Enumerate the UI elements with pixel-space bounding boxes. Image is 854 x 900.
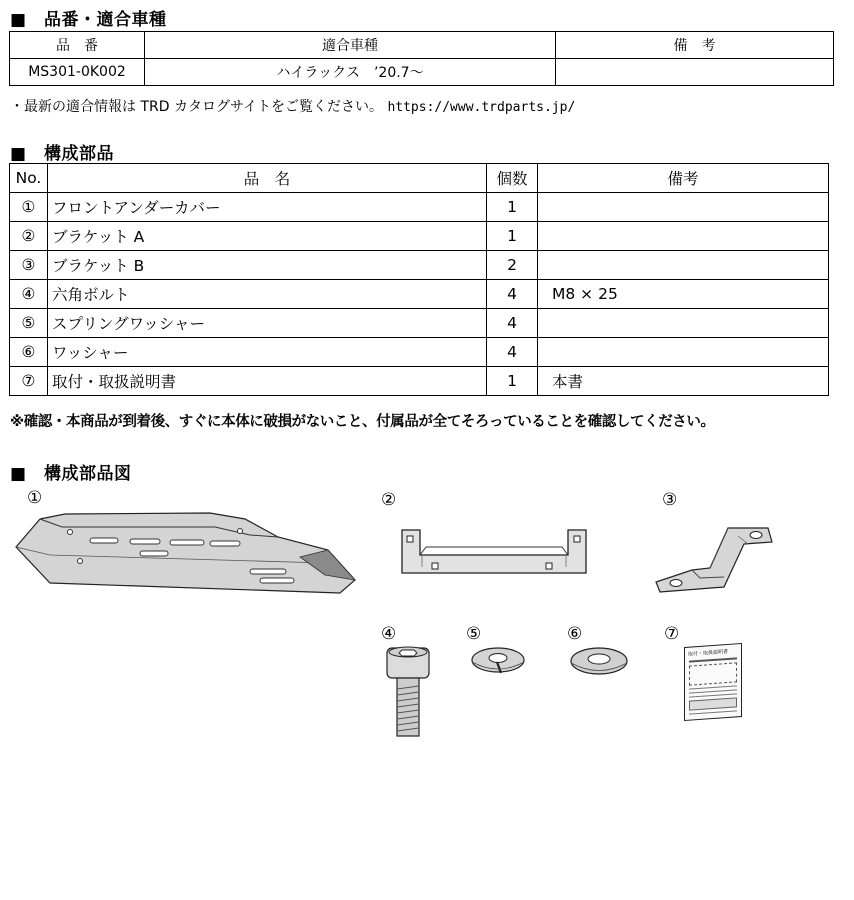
- part-number: MS301-0K002: [10, 59, 145, 86]
- table-row: [10, 222, 829, 251]
- manual-cover-title: 取付・取扱説明書: [688, 648, 729, 658]
- row-remarks: [538, 309, 829, 338]
- part-label-5: ⑤: [466, 624, 482, 644]
- table-row: [10, 251, 829, 280]
- header-qty: 個数: [487, 164, 538, 193]
- front-under-cover-icon: [10, 505, 360, 600]
- row-remarks: M8 × 25: [538, 280, 829, 309]
- row-name: ブラケット B: [48, 251, 487, 280]
- washer-icon: [569, 646, 629, 676]
- row-remarks: [538, 193, 829, 222]
- row-name: 六角ボルト: [48, 280, 487, 309]
- header-no: No.: [10, 164, 48, 193]
- section-title-compatibility: ■ 品番・適合車種: [10, 10, 167, 30]
- table-row: [10, 338, 829, 367]
- row-name: 取付・取扱説明書: [48, 367, 487, 396]
- hex-bolt-icon: [385, 645, 431, 740]
- row-remarks: [538, 251, 829, 280]
- header-remarks: 備 考: [556, 32, 834, 59]
- row-remarks: [538, 222, 829, 251]
- row-name: スプリングワッシャー: [48, 309, 487, 338]
- row-qty: 4: [487, 309, 538, 338]
- row-qty: 4: [487, 338, 538, 367]
- bracket-a-icon: [398, 527, 590, 577]
- row-name: ブラケット A: [48, 222, 487, 251]
- spring-washer-icon: [470, 646, 526, 676]
- header-name: 品 名: [48, 164, 487, 193]
- catalog-note: [10, 96, 575, 116]
- remarks-cell: [556, 59, 834, 86]
- row-number: ②: [10, 222, 48, 251]
- row-number: ⑦: [10, 367, 48, 396]
- part-label-7: ⑦: [664, 624, 680, 644]
- row-qty: 4: [487, 280, 538, 309]
- row-name: ワッシャー: [48, 338, 487, 367]
- header-part-no: 品 番: [10, 32, 145, 59]
- table-header-row: [10, 32, 834, 59]
- row-qty: 1: [487, 193, 538, 222]
- part-label-4: ④: [381, 624, 397, 644]
- row-number: ③: [10, 251, 48, 280]
- table-row: [10, 367, 829, 396]
- row-number: ⑥: [10, 338, 48, 367]
- confirmation-note: ※確認・本商品が到着後、すぐに本体に破損がないこと、付属品が全てそろっていることを確認してください。: [10, 414, 715, 430]
- part-label-2: ②: [381, 490, 397, 510]
- catalog-note-text: ・最新の適合情報は TRD カタログサイトをご覧ください。: [10, 99, 383, 115]
- row-number: ④: [10, 280, 48, 309]
- row-number: ①: [10, 193, 48, 222]
- section-title-components: ■ 構成部品: [10, 144, 115, 164]
- row-qty: 1: [487, 222, 538, 251]
- header-vehicle: 適合車種: [145, 32, 556, 59]
- table-row: [10, 280, 829, 309]
- header-remarks: 備考: [538, 164, 829, 193]
- row-remarks: [538, 338, 829, 367]
- components-table: [9, 163, 829, 396]
- catalog-url-link[interactable]: https://www.trdparts.jp/: [387, 100, 576, 115]
- part-label-1: ①: [27, 488, 43, 508]
- row-number: ⑤: [10, 309, 48, 338]
- table-row: [10, 309, 829, 338]
- part-label-3: ③: [662, 490, 678, 510]
- table-row: [10, 193, 829, 222]
- part-label-6: ⑥: [567, 624, 583, 644]
- section-title-diagram: ■ 構成部品図: [10, 464, 132, 484]
- vehicle-model: ハイラックス ’20.7～: [145, 59, 556, 86]
- compatibility-table: [9, 31, 834, 86]
- row-remarks: 本書: [538, 367, 829, 396]
- table-row: [10, 59, 834, 86]
- row-qty: 2: [487, 251, 538, 280]
- manual-booklet-icon: [684, 643, 742, 721]
- row-qty: 1: [487, 367, 538, 396]
- table-header-row: [10, 164, 829, 193]
- bracket-b-icon: [652, 522, 776, 597]
- row-name: フロントアンダーカバー: [48, 193, 487, 222]
